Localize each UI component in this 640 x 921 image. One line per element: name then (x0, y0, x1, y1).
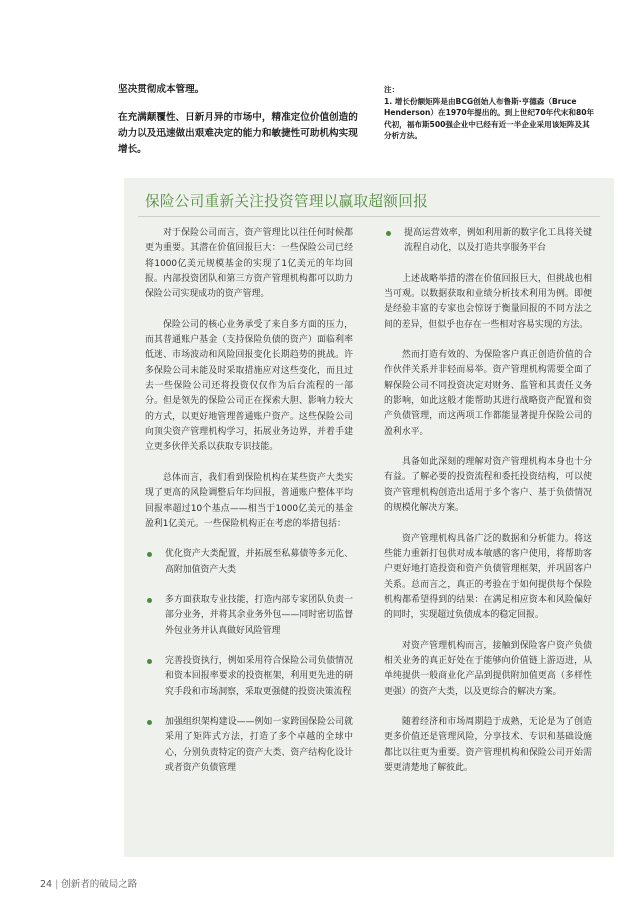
list-item (384, 226, 592, 257)
right-paragraph-3: 具备如此深刻的理解对资产管理机构本身也十分有益。了解必要的投资流程和委托投资结构，可以使资产管理机构创造出适用于多个客户、基于负债情况的规模化解决方案。 (384, 457, 592, 514)
page-footer (40, 876, 137, 890)
bullet-dot-icon (386, 231, 391, 236)
box-left-column (145, 226, 353, 791)
list-item-text: 多方面获取专业技能，打造内部专家团队负责一部分业务，并将其余业务外包——同时密切监督外包业务并认真做好风险管理 (165, 594, 353, 636)
footnote-text: 1. 增长份额矩阵是由BCG创始人布鲁斯·亨德森（Bruce Henderson）在1970年提出的。到上世纪70年代末和80年代初，福布斯500强企业中已经有近一半企业采用该矩阵及其分析方法。 (384, 96, 595, 140)
bullet-dot-icon (147, 720, 152, 725)
right-paragraph-6: 随着经济和市场周期趋于成熟，无论是为了创造更多价值还是管理风险，分享技术、专识和基础设施都比以往更为重要。资产管理机构和保险公司开始需要更清楚地了解彼此。 (384, 716, 592, 773)
right-paragraph-2: 然而打造有效的、为保险客户真正创造价值的合作伙伴关系并非轻而易举。资产管理机构需要全面了解保险公司不同投资决定对财务、监管和其责任义务的影响，如此这般才能帮助其进行战略资产配置和资产负债管理，而这两项工作都能显著提升保险公司的盈利水平。 (384, 350, 592, 437)
intro-line-2: 在充满颠覆性、日新月异的市场中，精准定位价值创造的动力以及迅速做出艰难决定的能力和敏捷性可助机构实现增长。 (118, 112, 358, 155)
footnote (384, 84, 596, 142)
initiative-list-continued (384, 226, 592, 257)
publication-title: 创新者的破局之路 (61, 879, 138, 890)
intro-text (118, 82, 366, 170)
insurance-sidebar-box (124, 178, 614, 857)
intro-line-1: 坚决贯彻成本管理。 (118, 84, 205, 95)
box-title: 保险公司重新关注投资管理以赢取超额回报 (145, 193, 428, 210)
list-item (145, 547, 353, 578)
bullet-dot-icon (147, 598, 152, 603)
right-paragraph-5: 对资产管理机构而言，接触到保险客户资产负债相关业务的真正好处在于能够向价值链上游迈进，从单纯提供一般商业化产品到提供附加值更高（多样性更强）的资产大类，以及更综合的解决方案。 (384, 640, 592, 697)
page-number: 24 (40, 879, 53, 890)
left-paragraph-2: 保险公司的核心业务承受了来自多方面的压力，而其普通账户基金（支持保险负债的资产）面临利率低迷、市场波动和风险回报变化长期趋势的挑战。许多保险公司未能及时采取措施应对这些变化，而且过去一些保险公司还将投资仅仅作为后台流程的一部分。但是领先的保险公司正在探索大胆、影响力较大的方式，以更好地管理普通账户资产。这些保险公司向顶尖资产管理机构学习，拓展业务边界，并着手建立更多伙伴关系以获取专识技能。 (145, 319, 353, 453)
left-paragraph-3: 总体而言，我们看到保险机构在某些资产大类实现了更高的风险调整后年均回报，普通账户整体平均回报率超过10个基点——相当于1000亿美元的基金盈利1亿美元。一些保险机构正在考虑的举措包括： (145, 472, 353, 529)
bullet-dot-icon (147, 659, 152, 664)
box-divider (138, 216, 600, 217)
initiative-list (145, 547, 353, 776)
list-item-text: 提高运营效率，例如利用新的数字化工具将关键流程自动化，以及打造共享服务平台 (404, 228, 592, 254)
list-item (145, 654, 353, 700)
list-item-text: 优化资产大类配置，并拓展至私募债等多元化、高附加值资产大类 (165, 549, 353, 575)
list-item (145, 593, 353, 639)
footer-separator: | (55, 879, 59, 890)
list-item (145, 715, 353, 776)
left-paragraph-1: 对于保险公司而言，资产管理比以往任何时候都更为重要。其潜在价值回报巨大：一些保险公司已经将1000亿美元规模基金的实现了1亿美元的年均回报。内部投资团队和第三方资产管理机构都可以助力保险公司实现成功的资产管理。 (145, 228, 353, 300)
list-item-text: 完善投资执行，例如采用符合保险公司负债情况和资本回报率要求的投资框架，利用更先进的研究手段和市场洞察，采取更强健的投资决策流程 (165, 655, 353, 697)
footnote-heading: 注： (384, 85, 400, 94)
right-paragraph-4: 资产管理机构具备广泛的数据和分析能力。将这些能力重新打包供对成本敏感的客户使用，将帮助客户更好地打造投资和资产负债管理框架，并巩固客户关系。总而言之，真正的考验在于如何提供每个保险机构都希望得到的结果：在满足相应资本和风险偏好的同时，实现超过负债成本的稳定回报。 (384, 533, 592, 621)
right-paragraph-1: 上述战略举措的潜在价值回报巨大，但挑战也相当可观。以数据获取和业绩分析技术利用为例。即便是经验丰富的专家也会惊讶于衡量回报的不同方法之间的差异，但似乎也存在一些相对容易实现的方法。 (384, 273, 592, 330)
list-item-text: 加强组织架构建设——例如一家跨国保险公司就采用了矩阵式方法，打造了多个卓越的全球中心，分别负责特定的资产大类、资产结构化设计或者资产负债管理 (165, 716, 353, 773)
box-right-column (384, 226, 592, 791)
bullet-dot-icon (147, 552, 152, 557)
